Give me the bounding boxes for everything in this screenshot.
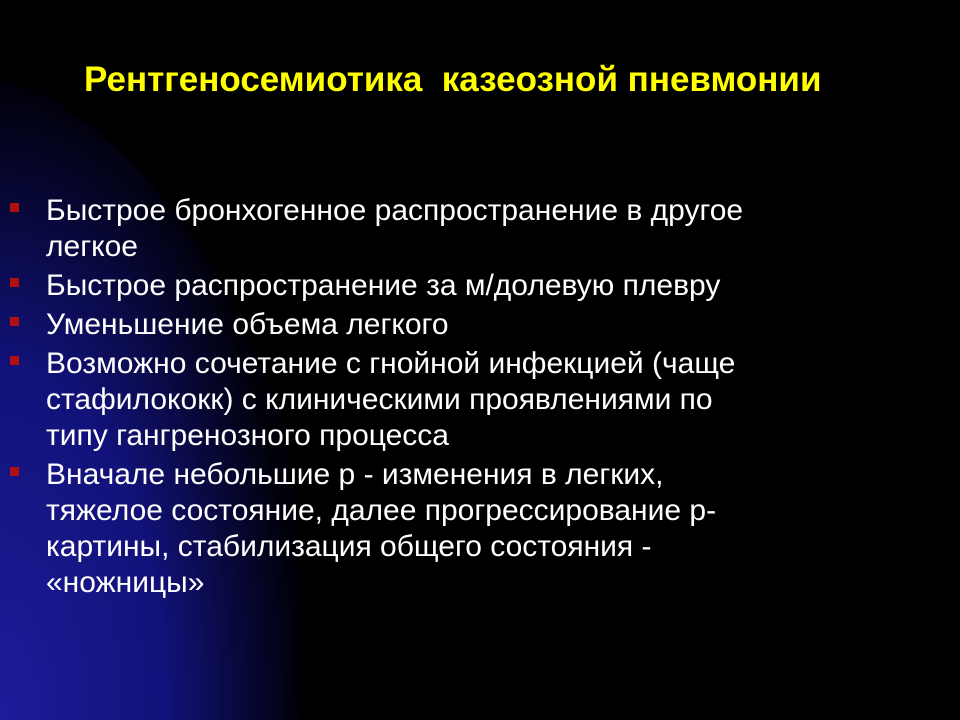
bullet-text: Вначале небольшие р - изменения в легких, тяжелое состояние, далее прогрессирование р- картины, стабилизация общего состояния - «ножницы» [46,458,717,599]
bullet-square-icon [10,278,19,287]
bullet-item [0,193,960,265]
bullet-square-icon [10,356,19,365]
bullet-text: Возможно сочетание с гнойной инфекцией (чаще стафилококк) с клиническими проявлениями по типу гангренозного процесса [46,347,736,452]
bullet-square-icon [10,467,19,476]
bullet-item [0,457,960,601]
bullet-text: Быстрое распространение за м/долевую плевру [46,269,721,302]
bullet-text: Быстрое бронхогенное распространение в другое легкое [46,194,744,263]
bullet-square-icon [10,317,19,326]
bullet-list [0,193,960,604]
bullet-item [0,346,960,454]
bullet-square-icon [10,203,19,212]
bullet-item [0,268,960,304]
slide-title: Рентгеносемиотика казеозной пневмонии [84,60,822,99]
bullet-item [0,307,960,343]
bullet-text: Уменьшение объема легкого [46,308,449,341]
